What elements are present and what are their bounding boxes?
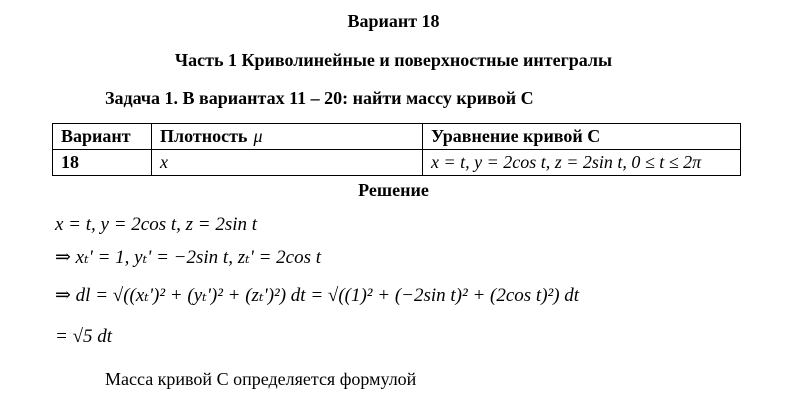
variant-title: Вариант 18 bbox=[347, 11, 440, 31]
header-variant: Вариант bbox=[53, 124, 152, 150]
table-row bbox=[53, 150, 741, 176]
solution-line-4: = √5 dt bbox=[55, 326, 113, 347]
cell-variant: 18 bbox=[53, 150, 152, 176]
header-density-label: Плотность bbox=[160, 126, 248, 146]
solution-line-1: x = t, y = 2cos t, z = 2sin t bbox=[55, 214, 258, 235]
header-curve: Уравнение кривой С bbox=[423, 124, 741, 150]
cell-density: x bbox=[152, 150, 423, 176]
cell-curve: x = t, y = 2cos t, z = 2sin t, 0 ≤ t ≤ 2π bbox=[423, 150, 741, 176]
solution-line-2: ⇒ xₜ' = 1, yₜ' = −2sin t, zₜ' = 2cos t bbox=[55, 247, 322, 268]
conclusion-text: Масса кривой С определяется формулой bbox=[105, 369, 417, 389]
task-table bbox=[52, 123, 741, 176]
part-title: Часть 1 Криволинейные и поверхностные интегралы bbox=[174, 50, 613, 70]
table-header-row bbox=[53, 124, 741, 150]
task-title: Задача 1. В вариантах 11 – 20: найти массу кривой С bbox=[105, 88, 534, 108]
header-density bbox=[152, 124, 423, 150]
solution-heading: Решение bbox=[358, 180, 429, 200]
solution-line-3: ⇒ dl = √((xₜ')² + (yₜ')² + (zₜ')²) dt = √((1)² + (−2sin t)² + (2cos t)²) dt bbox=[55, 285, 580, 306]
density-symbol: μ bbox=[253, 126, 263, 146]
